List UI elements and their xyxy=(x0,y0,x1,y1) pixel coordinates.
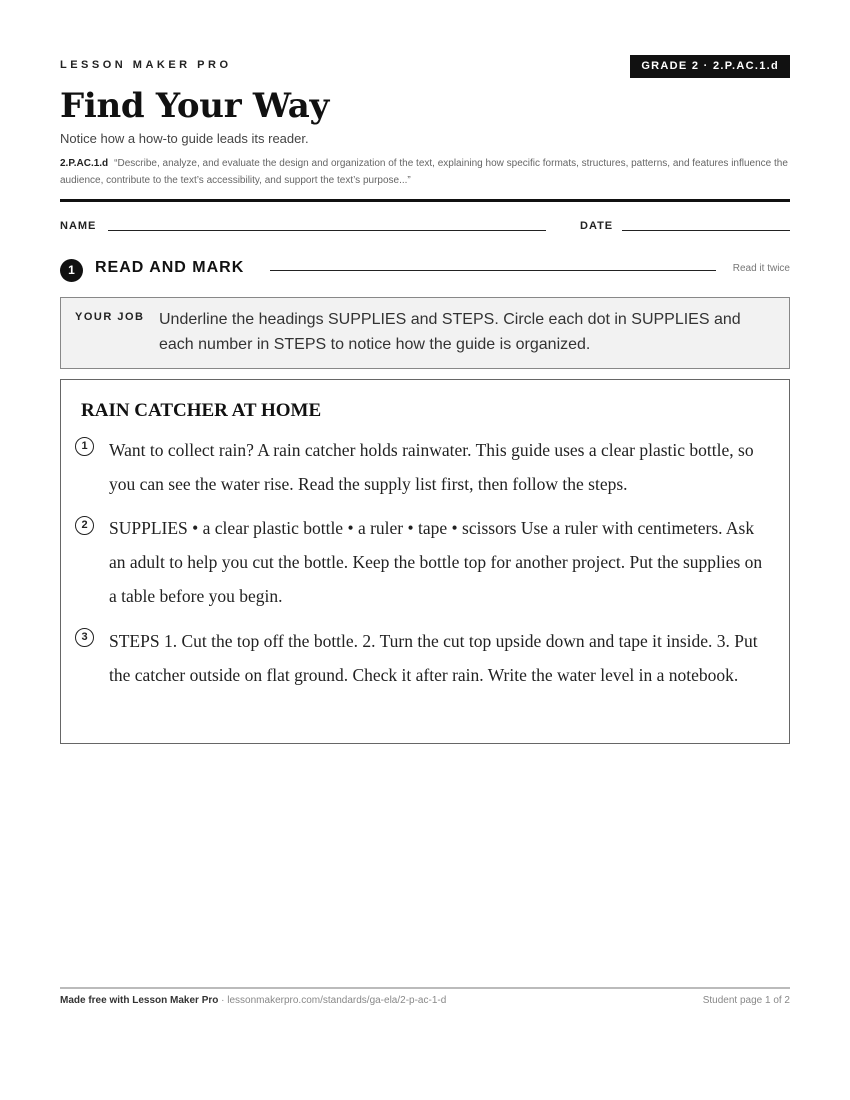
brand-name: LESSON MAKER PRO xyxy=(60,59,232,71)
your-job-instructions: Underline the headings SUPPLIES and STEPS. Circle each dot in SUPPLIES and each number in STEPS to notice how the guide is organized. xyxy=(159,311,741,353)
reading-passage xyxy=(60,379,790,744)
standard-code: 2.P.AC.1.d xyxy=(60,158,109,169)
footer-url[interactable]: · lessonmakerpro.com/standards/ga-ela/2-p-ac-1-d xyxy=(218,995,447,1006)
paragraph-number-1: 1 xyxy=(75,437,94,456)
section-title: READ AND MARK xyxy=(95,259,245,276)
name-field[interactable] xyxy=(108,230,546,231)
worksheet-page xyxy=(60,0,790,1100)
paragraph-1: Want to collect rain? A rain catcher holds rainwater. This guide uses a clear plastic bottle, so you can see the water rise. Read the supply list first, then follow the steps. xyxy=(109,440,754,494)
grade-badge: GRADE 2 · 2.P.AC.1.d xyxy=(630,55,790,78)
section-note: Read it twice xyxy=(732,263,790,274)
standard-description xyxy=(60,155,790,189)
paragraph-3: STEPS 1. Cut the top off the bottle. 2. Turn the cut top upside down and tape it inside. 3. Put the catcher outside on flat ground. Check it after rain. Write the water level in a notebook. xyxy=(109,631,758,685)
paragraph-2: SUPPLIES • a clear plastic bottle • a ruler • tape • scissors Use a ruler with centimeters. Ask an adult to help you cut the bottle. Keep the bottle top for another project. Put the supplies on a table before you begin. xyxy=(109,518,763,606)
page-indicator: Student page 1 of 2 xyxy=(702,995,790,1006)
paragraph-number-3: 3 xyxy=(75,628,94,647)
section-number-badge: 1 xyxy=(60,259,83,282)
header-divider xyxy=(60,199,790,202)
date-label: DATE xyxy=(580,220,614,232)
your-job-label: YOUR JOB xyxy=(75,311,145,323)
date-field[interactable] xyxy=(622,230,790,231)
standard-text: “Describe, analyze, and evaluate the design and organization of the text, explaining how specific formats, structures, patterns, and features influence the audience, contribute to the text’s accessibility, and support the text’s purpose...” xyxy=(60,158,788,186)
footer-made-with: Made free with Lesson Maker Pro xyxy=(60,995,219,1006)
passage-title: RAIN CATCHER AT HOME xyxy=(81,400,322,421)
your-job-box xyxy=(60,297,790,369)
footer-divider xyxy=(60,987,790,989)
name-label: NAME xyxy=(60,220,97,232)
section-divider xyxy=(270,270,716,271)
footer-credit xyxy=(60,995,446,1006)
page-subtitle: Notice how a how-to guide leads its reader. xyxy=(60,131,309,146)
page-title: Find Your Way xyxy=(60,86,329,126)
paragraph-number-2: 2 xyxy=(75,516,94,535)
